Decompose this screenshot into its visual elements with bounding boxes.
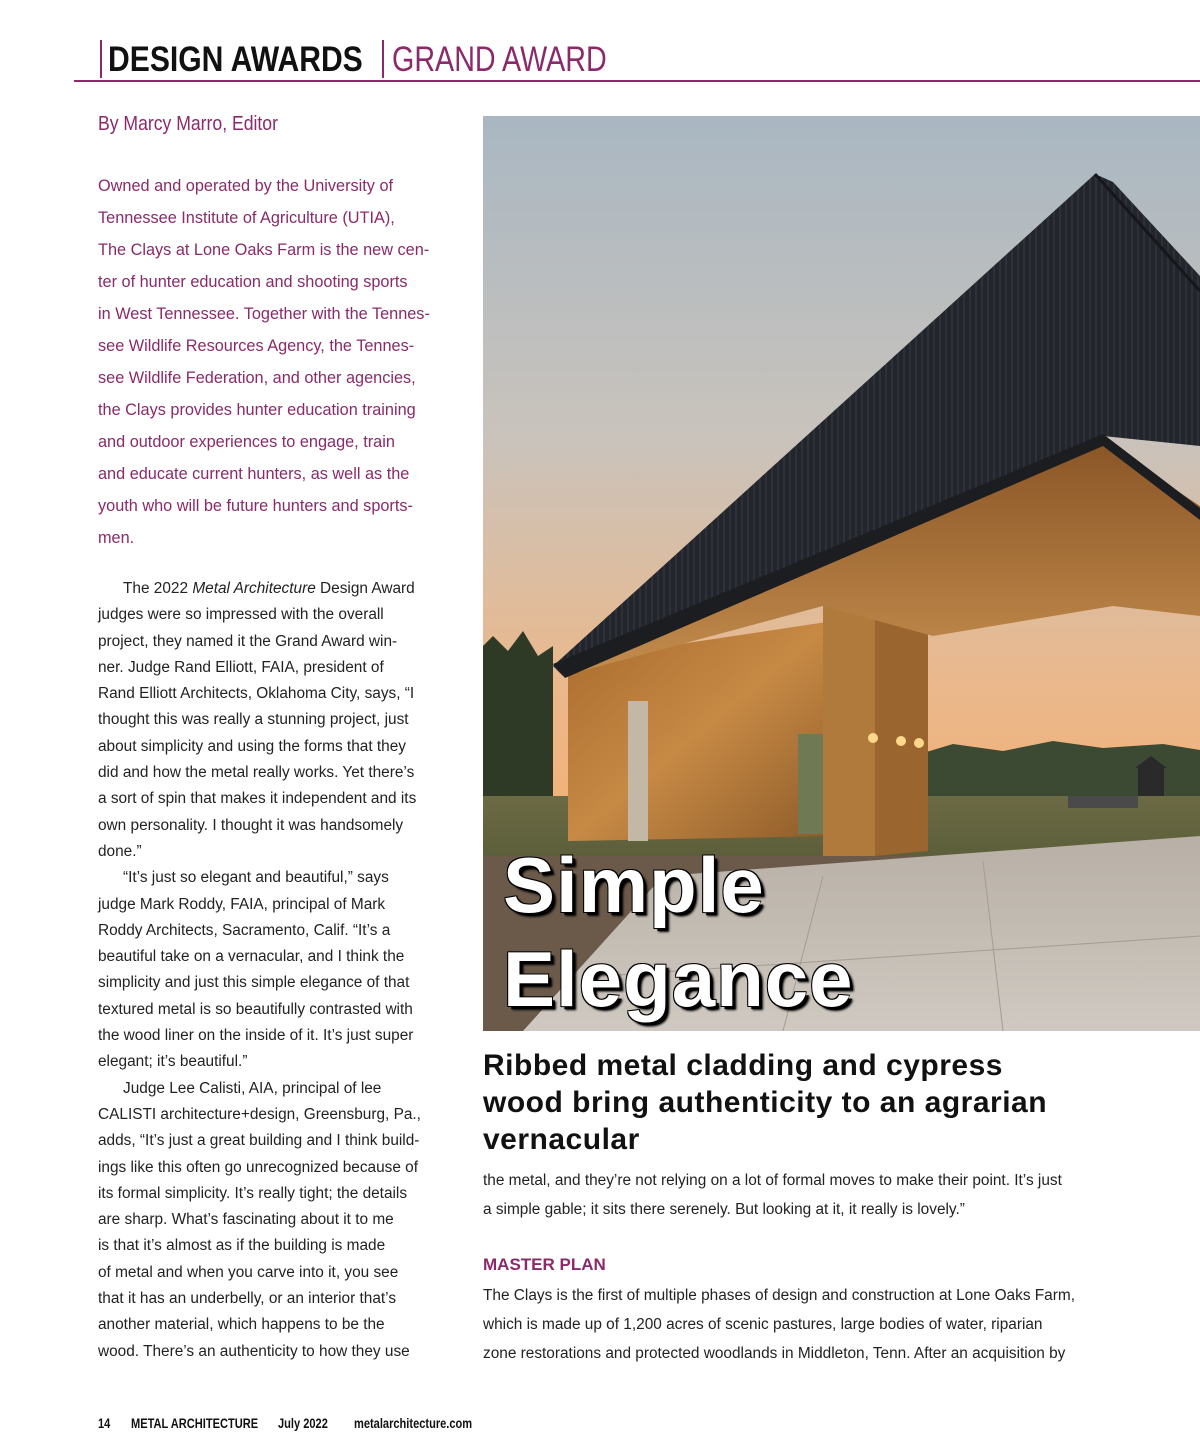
lead-line: ter of hunter education and shooting sports [98,273,408,291]
lead-line: Owned and operated by the University of [98,177,394,195]
body-line: a sort of spin that makes it independent and its [98,790,417,808]
lead-paragraph [98,170,454,554]
header-rule [74,80,1200,82]
master-plan-body [483,1281,1183,1368]
byline: By Marcy Marro, Editor [98,113,278,135]
body-line: a simple gable; it sits there serenely. But looking at it, it really is lovely.” [483,1201,965,1218]
body-line [98,576,458,602]
deck-line: vernacular [483,1123,640,1156]
lead-line: and outdoor experiences to engage, train [98,433,395,451]
body-line: judge Mark Roddy, FAIA, principal of Mark [98,895,386,913]
lead-line: and educate current hunters, as well as the [98,465,410,483]
deck-line: Ribbed metal cladding and cypress [483,1049,1003,1082]
body-line: thought this was really a stunning project, just [98,711,409,729]
body-line: textured metal is so beautifully contrasted with [98,1000,413,1018]
body-line: is that it’s almost as if the building is made [98,1237,386,1255]
body-line: wood. There’s an authenticity to how they use [98,1342,410,1360]
website-link[interactable]: metalarchitecture.com [354,1416,473,1431]
hero-title-line: Elegance [503,935,854,1023]
body-line: CALISTI architecture+design, Greensburg, Pa., [98,1105,421,1123]
body-line: Roddy Architects, Sacramento, Calif. “It’s a [98,921,391,939]
body-line: own personality. I thought it was handsomely [98,816,404,834]
deck-subtitle [483,1047,1183,1158]
lead-line: youth who will be future hunters and sports- [98,497,413,515]
body-line: “It’s just so elegant and beautiful,” says [123,869,389,887]
lead-line: see Wildlife Resources Agency, the Tennes- [98,337,415,355]
hero-title [503,838,854,1026]
body-line: another material, which happens to be the [98,1316,385,1334]
header-divider [382,40,384,78]
section-title: DESIGN AWARDS [108,40,363,79]
body-line: about simplicity and using the forms that they [98,737,406,755]
body-line: are sharp. What’s fascinating about it to me [98,1211,394,1229]
body-line: adds, “It’s just a great building and I think build- [98,1132,420,1150]
hero-title-line: Simple [503,841,765,929]
body-right-column [483,1166,1183,1224]
body-line: which is made up of 1,200 acres of scenic pastures, large bodies of water, riparian [483,1316,1043,1333]
section-header [0,36,1200,84]
lead-line: see Wildlife Federation, and other agencies, [98,369,416,387]
body-line: project, they named it the Grand Award win- [98,632,398,650]
magazine-title: Metal Architecture [192,580,316,597]
deck-line: wood bring authenticity to an agrarian [483,1086,1048,1119]
body-line: its formal simplicity. It’s really tight; the details [98,1184,408,1202]
lead-line: in West Tennessee. Together with the Tennes- [98,305,430,323]
body-line: elegant; it’s beautiful.” [98,1053,248,1071]
section-heading: MASTER PLAN [483,1255,606,1274]
section-subtitle: GRAND AWARD [392,40,607,79]
body-line: ner. Judge Rand Elliott, FAIA, president of [98,658,384,676]
lead-line: men. [98,529,135,547]
body-text: The 2022 [123,580,193,597]
body-text: Design Award [315,580,415,597]
body-line: Rand Elliott Architects, Oklahoma City, says, “I [98,685,415,703]
lead-line: Tennessee Institute of Agriculture (UTIA), [98,209,395,227]
magazine-name: METAL ARCHITECTURE [131,1416,259,1431]
body-line: of metal and when you carve into it, you see [98,1263,399,1281]
header-divider [100,40,102,78]
lead-line: The Clays at Lone Oaks Farm is the new cen- [98,241,430,259]
body-line: that it has an underbelly, or an interior that’s [98,1290,397,1308]
lead-line: the Clays provides hunter education training [98,401,416,419]
body-line: the wood liner on the inside of it. It’s just super [98,1027,414,1045]
body-line: simplicity and just this simple elegance of that [98,974,410,992]
body-line: judges were so impressed with the overall [98,606,384,624]
body-line: The Clays is the first of multiple phases of design and construction at Lone Oaks Farm, [483,1287,1075,1304]
body-line: beautiful take on a vernacular, and I think the [98,948,405,966]
body-line: zone restorations and protected woodlands in Middleton, Tenn. After an acquisition by [483,1345,1066,1362]
page-number: 14 [98,1416,111,1431]
body-line: Judge Lee Calisti, AIA, principal of lee [123,1079,382,1097]
issue-date: July 2022 [278,1416,328,1431]
page-footer [98,1416,698,1436]
body-left-column [98,576,458,1365]
body-line: ings like this often go unrecognized because of [98,1158,418,1176]
body-line: the metal, and they’re not relying on a lot of formal moves to make their point. It’s just [483,1172,1062,1189]
body-line: done.” [98,842,142,860]
body-line: did and how the metal really works. Yet there’s [98,764,415,782]
